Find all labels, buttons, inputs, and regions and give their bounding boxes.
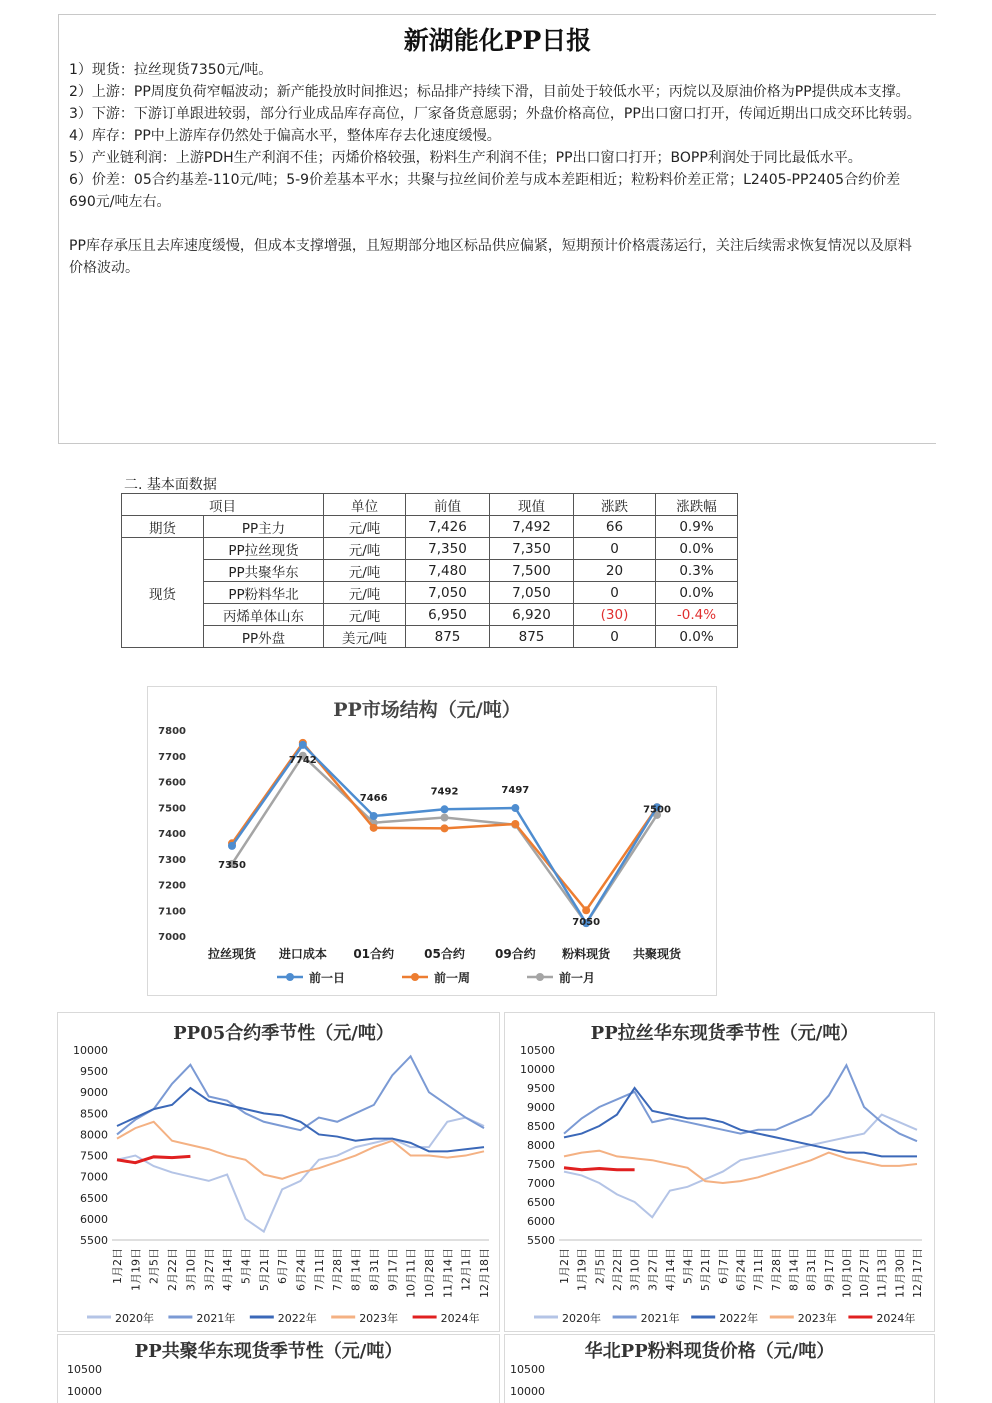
x-tick-label: 6月24日 <box>734 1248 748 1291</box>
prev-cell: 6,950 <box>406 604 490 626</box>
x-tick-label: 09合约 <box>494 947 536 961</box>
data-label: 7466 <box>359 793 388 805</box>
y-tick-label: 7300 <box>158 854 186 866</box>
prev-cell: 875 <box>406 626 490 648</box>
x-tick-label: 1月2日 <box>111 1248 124 1284</box>
y-tick-label: 10000 <box>510 1385 545 1398</box>
data-label: 7742 <box>288 754 317 766</box>
y-tick-label: 10500 <box>67 1363 102 1376</box>
x-tick-label: 粉料现货 <box>562 947 611 961</box>
series-point <box>582 906 590 914</box>
y-tick-label: 7700 <box>158 751 186 763</box>
pct-cell: 0.3% <box>656 560 738 582</box>
y-tick-label: 7400 <box>158 829 186 840</box>
x-tick-label: 9月17日 <box>386 1248 400 1291</box>
y-tick-label: 7500 <box>158 803 186 815</box>
x-tick-label: 01合约 <box>353 947 395 961</box>
table-header: 项目 <box>122 494 324 516</box>
change-cell: 66 <box>574 516 656 538</box>
report-summary: PP库存承压且去库速度缓慢，但成本支撑增强，且短期部分地区标品供应偏紧，短期预计价格震荡运行，关注后续需求恢复情况以及原料价格波动。 <box>69 238 912 276</box>
series-point <box>370 824 378 832</box>
chart-title: PP共聚华东现货季节性（元/吨） <box>134 1341 403 1362</box>
x-tick-label: 10月28日 <box>422 1248 436 1298</box>
unit-cell: 元/吨 <box>324 604 406 626</box>
report-line: 2）上游：PP周度负荷窄幅波动；新产能投放时间推迟；标品排产持续下滑，目前处于较低水平；丙烷以及原油价格为PP提供成本支撑。 <box>69 84 910 100</box>
x-tick-label: 2月22日 <box>166 1248 180 1291</box>
x-tick-label: 3月27日 <box>646 1248 660 1291</box>
curr-cell: 6,920 <box>490 604 574 626</box>
data-label: 7050 <box>572 917 601 929</box>
y-tick-label: 7000 <box>527 1177 555 1190</box>
legend-label: 2023年 <box>359 1312 399 1325</box>
series-point <box>228 842 236 850</box>
table-header: 单位 <box>324 494 406 516</box>
item-cell: 丙烯单体山东 <box>204 604 324 626</box>
prev-cell: 7,350 <box>406 538 490 560</box>
y-tick-label: 6500 <box>80 1191 108 1205</box>
chart-title: PP市场结构（元/吨） <box>333 699 521 721</box>
prev-cell: 7,480 <box>406 560 490 582</box>
x-tick-label: 4月14日 <box>221 1248 235 1291</box>
y-tick-label: 7500 <box>527 1158 555 1171</box>
legend-label: 前一周 <box>434 971 471 985</box>
chart-title: PP05合约季节性（元/吨） <box>173 1023 394 1044</box>
x-tick-label: 3月27日 <box>202 1248 216 1291</box>
x-tick-label: 7月28日 <box>769 1248 783 1291</box>
y-tick-label: 9000 <box>80 1086 108 1100</box>
x-tick-label: 1月19日 <box>575 1248 589 1291</box>
series-point <box>370 812 378 820</box>
y-tick-label: 7500 <box>80 1149 108 1163</box>
y-tick-label: 7200 <box>158 880 186 892</box>
x-tick-label: 3月10日 <box>184 1248 198 1291</box>
series-point <box>441 824 449 832</box>
table-row <box>122 582 738 604</box>
y-tick-label: 9500 <box>527 1082 555 1095</box>
series-point <box>511 804 519 812</box>
item-cell: PP主力 <box>204 516 324 538</box>
y-tick-label: 5500 <box>80 1234 108 1247</box>
report-body <box>69 59 925 279</box>
y-tick-label: 8500 <box>80 1107 108 1121</box>
curr-cell: 7,492 <box>490 516 574 538</box>
x-tick-label: 2月22日 <box>610 1248 624 1291</box>
pp05-seasonality-chart <box>57 1012 500 1332</box>
y-tick-label: 10500 <box>520 1044 555 1057</box>
x-tick-label: 进口成本 <box>278 947 327 961</box>
y-tick-label: 8500 <box>527 1120 555 1133</box>
x-tick-label: 拉丝现货 <box>207 947 257 961</box>
pct-cell: 0.0% <box>656 626 738 648</box>
x-tick-label: 12月18日 <box>478 1248 491 1298</box>
y-tick-label: 7100 <box>158 906 186 918</box>
y-tick-label: 6000 <box>527 1215 555 1228</box>
item-cell: PP共聚华东 <box>204 560 324 582</box>
report-line: 5）产业链利润：上游PDH生产利润不佳；丙烯价格较强，粉料生产利润不佳；PP出口窗口打开；BOPP利润处于同比最低水平。 <box>69 150 862 166</box>
y-tick-label: 10000 <box>520 1063 555 1076</box>
table-header: 涨跌 <box>574 494 656 516</box>
unit-cell: 元/吨 <box>324 582 406 604</box>
y-tick-label: 8000 <box>527 1139 555 1152</box>
item-cell: PP拉丝现货 <box>204 538 324 560</box>
change-cell: 0 <box>574 582 656 604</box>
x-tick-label: 10月11日 <box>404 1248 418 1298</box>
table-row <box>122 560 738 582</box>
legend-label: 2024年 <box>440 1312 480 1325</box>
x-tick-label: 3月10日 <box>628 1248 642 1291</box>
chart-title: PP拉丝华东现货季节性（元/吨） <box>590 1023 859 1044</box>
unit-cell: 元/吨 <box>324 560 406 582</box>
curr-cell: 875 <box>490 626 574 648</box>
change-cell: (30) <box>574 604 656 626</box>
x-tick-label: 12月1日 <box>459 1248 473 1291</box>
y-tick-label: 10000 <box>67 1385 102 1398</box>
data-label: 7500 <box>643 804 671 816</box>
x-tick-label: 2月5日 <box>147 1248 161 1284</box>
legend-label: 2021年 <box>640 1312 680 1325</box>
x-tick-label: 4月14日 <box>663 1248 677 1291</box>
x-tick-label: 10月27日 <box>858 1248 872 1298</box>
change-cell: 20 <box>574 560 656 582</box>
unit-cell: 元/吨 <box>324 516 406 538</box>
legend-label: 2020年 <box>115 1312 154 1325</box>
pct-cell: 0.0% <box>656 538 738 560</box>
change-cell: 0 <box>574 626 656 648</box>
y-tick-label: 7600 <box>158 777 186 789</box>
y-tick-label: 5500 <box>527 1234 555 1247</box>
data-label: 7497 <box>501 785 530 797</box>
series-point <box>299 741 307 749</box>
x-tick-label: 11月14日 <box>441 1248 455 1298</box>
legend-marker <box>286 973 294 981</box>
data-label: 7350 <box>218 859 246 871</box>
curr-cell: 7,050 <box>490 582 574 604</box>
x-tick-label: 8月31日 <box>805 1248 819 1291</box>
y-tick-label: 7800 <box>158 726 186 737</box>
report-line: 3）下游：下游订单跟进较弱，部分行业成品库存高位，厂家备货意愿弱；外盘价格高位，PP出口窗口打开，传闻近期出口成交环比转弱。 <box>69 106 921 122</box>
series-point <box>441 805 449 813</box>
table-row <box>122 626 738 648</box>
item-cell: PP外盘 <box>204 626 324 648</box>
legend-label: 前一日 <box>309 971 346 985</box>
x-tick-label: 9月17日 <box>822 1248 836 1291</box>
pct-cell: -0.4% <box>656 604 738 626</box>
pp-copolymer-east-seasonality-chart <box>57 1334 500 1403</box>
pct-cell: 0.0% <box>656 582 738 604</box>
legend-label: 2020年 <box>562 1312 601 1325</box>
x-tick-label: 1月2日 <box>558 1248 571 1284</box>
x-tick-label: 1月19日 <box>129 1248 143 1291</box>
x-tick-label: 5月21日 <box>699 1248 713 1291</box>
legend-label: 2022年 <box>719 1312 759 1325</box>
table-header: 前值 <box>406 494 490 516</box>
series-point <box>441 814 449 822</box>
table-header: 涨跌幅 <box>656 494 738 516</box>
legend-label: 前一月 <box>559 971 596 985</box>
legend-label: 2024年 <box>876 1312 916 1325</box>
legend-marker <box>536 973 544 981</box>
x-tick-label: 6月24日 <box>294 1248 308 1291</box>
x-tick-label: 11月13日 <box>875 1248 889 1298</box>
x-tick-label: 2月5日 <box>593 1248 607 1284</box>
table-row <box>122 538 738 560</box>
x-tick-label: 7月11日 <box>752 1248 766 1291</box>
x-tick-label: 05合约 <box>424 947 465 961</box>
y-tick-label: 10500 <box>510 1363 545 1376</box>
y-tick-label: 6000 <box>80 1212 108 1226</box>
report-line: 6）价差：05合约基差-110元/吨；5-9价差基本平水；共聚与拉丝间价差与成本差距相近；粒粉料价差正常；L2405-PP2405合约价差690元/吨左右。 <box>69 172 901 210</box>
x-tick-label: 5月21日 <box>257 1248 271 1291</box>
prev-cell: 7,426 <box>406 516 490 538</box>
x-tick-label: 7月28日 <box>331 1248 345 1291</box>
pct-cell: 0.9% <box>656 516 738 538</box>
item-cell: PP粉料华北 <box>204 582 324 604</box>
change-cell: 0 <box>574 538 656 560</box>
x-tick-label: 11月30日 <box>893 1248 907 1298</box>
x-tick-label: 6月7日 <box>276 1248 290 1284</box>
x-tick-label: 8月14日 <box>349 1248 363 1291</box>
curr-cell: 7,500 <box>490 560 574 582</box>
y-tick-label: 9000 <box>527 1101 555 1114</box>
legend-label: 2023年 <box>797 1312 837 1325</box>
table-header-row <box>122 494 738 516</box>
x-tick-label: 7月11日 <box>312 1248 326 1291</box>
x-tick-label: 8月31日 <box>367 1248 381 1291</box>
market-structure-chart <box>147 686 717 996</box>
table-header: 现值 <box>490 494 574 516</box>
y-tick-label: 6500 <box>527 1196 555 1209</box>
prev-cell: 7,050 <box>406 582 490 604</box>
table-row <box>122 604 738 626</box>
legend-label: 2022年 <box>277 1312 317 1325</box>
x-tick-label: 10月10日 <box>840 1248 854 1298</box>
pp-drawn-east-seasonality-chart <box>504 1012 935 1332</box>
x-tick-label: 共聚现货 <box>632 947 682 961</box>
curr-cell: 7,350 <box>490 538 574 560</box>
y-tick-label: 9500 <box>80 1065 108 1079</box>
y-tick-label: 8000 <box>80 1128 108 1142</box>
group-cell: 现货 <box>122 538 204 648</box>
y-tick-label: 7000 <box>80 1170 108 1184</box>
x-tick-label: 12月17日 <box>911 1248 924 1298</box>
chart-title: 华北PP粉料现货价格（元/吨） <box>584 1341 835 1362</box>
legend-marker <box>411 973 419 981</box>
section-title: 二. 基本面数据 <box>124 477 217 493</box>
fundamentals-table <box>121 493 738 648</box>
group-cell: 期货 <box>122 516 204 538</box>
series-point <box>511 820 519 828</box>
north-china-powder-price-chart <box>504 1334 935 1403</box>
unit-cell: 美元/吨 <box>324 626 406 648</box>
x-tick-label: 5月4日 <box>681 1248 695 1284</box>
report-box <box>58 14 936 444</box>
y-tick-label: 10000 <box>73 1044 108 1057</box>
report-line: 1）现货：拉丝现货7350元/吨。 <box>69 62 273 78</box>
data-label: 7492 <box>430 786 459 798</box>
unit-cell: 元/吨 <box>324 538 406 560</box>
y-tick-label: 7000 <box>158 932 186 943</box>
report-line: 4）库存：PP中上游库存仍然处于偏高水平，整体库存去化速度缓慢。 <box>69 128 501 144</box>
x-tick-label: 5月4日 <box>239 1248 253 1284</box>
x-tick-label: 6月7日 <box>716 1248 730 1284</box>
x-tick-label: 8月14日 <box>787 1248 801 1291</box>
legend-label: 2021年 <box>196 1312 236 1325</box>
table-row <box>122 516 738 538</box>
report-title: 新湖能化PP日报 <box>403 26 592 55</box>
